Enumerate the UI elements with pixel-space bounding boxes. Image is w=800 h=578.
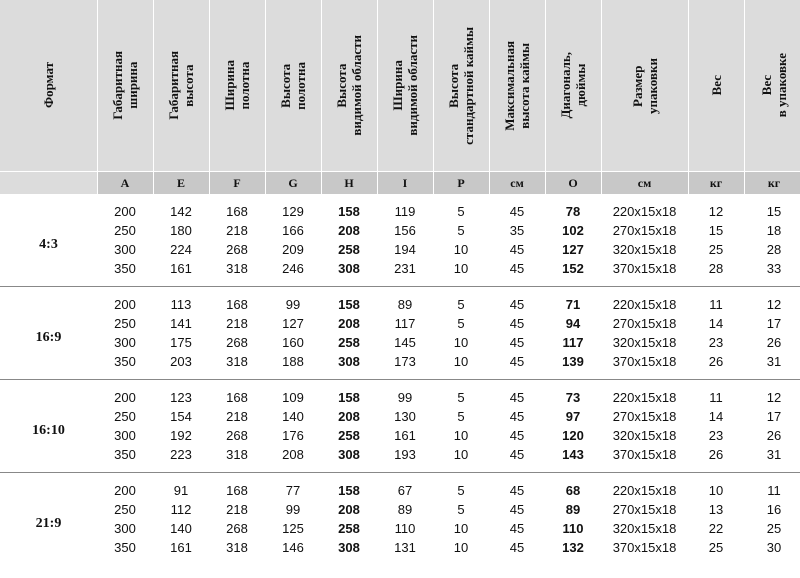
table-cell: 220x15x18	[601, 473, 688, 501]
table-cell: 99	[265, 287, 321, 315]
column-header	[321, 0, 377, 172]
table-cell: 152	[562, 261, 584, 276]
format-label: 21:9	[0, 473, 97, 566]
table-cell: 146	[282, 540, 304, 555]
table-cell: 158	[321, 380, 377, 408]
table-cell: 218	[226, 223, 248, 238]
column-header-label: Габаритная ширина	[110, 51, 140, 120]
table-cell: 258	[338, 335, 360, 350]
table-cell: 127	[282, 316, 304, 331]
table-cell: 15	[766, 204, 782, 219]
table-cell: 14	[708, 316, 724, 331]
table-cell: 158	[338, 204, 360, 219]
column-header-label: Габаритная высота	[166, 51, 196, 120]
format-label: 16:9	[0, 287, 97, 380]
table-cell: 5	[457, 502, 465, 517]
table-cell: 300	[114, 521, 136, 536]
table-row	[0, 473, 800, 501]
table-cell: 208	[338, 409, 360, 424]
column-header	[377, 0, 433, 172]
table-cell: 370x15x18	[612, 354, 677, 369]
table-row	[0, 221, 800, 240]
table-cell: 220x15x18	[601, 380, 688, 408]
table-cell: 140	[282, 409, 304, 424]
format-group	[0, 194, 800, 287]
table-cell: 45	[509, 540, 525, 555]
table-row	[0, 538, 800, 565]
table-cell: 89	[565, 502, 581, 517]
column-header	[0, 0, 97, 172]
table-cell: 45	[509, 502, 525, 517]
table-cell: 110	[562, 521, 584, 536]
table-row	[0, 380, 800, 408]
column-code: F	[209, 172, 265, 195]
table-cell: 246	[282, 261, 304, 276]
table-cell: 15	[708, 223, 724, 238]
table-row	[0, 519, 800, 538]
column-header-label: Ширина полотна	[222, 60, 252, 111]
table-cell: 10	[688, 473, 744, 501]
table-cell: 320x15x18	[612, 242, 677, 257]
table-cell: 270x15x18	[612, 223, 677, 238]
table-cell: 10	[453, 335, 469, 350]
table-cell: 45	[509, 428, 525, 443]
table-cell: 350	[114, 540, 136, 555]
table-cell: 23	[708, 428, 724, 443]
table-row	[0, 352, 800, 380]
table-row	[0, 240, 800, 259]
column-code: см	[489, 172, 545, 195]
format-group	[0, 287, 800, 380]
column-code: кг	[744, 172, 800, 195]
table-cell: 45	[509, 242, 525, 257]
table-row	[0, 445, 800, 473]
table-cell: 45	[509, 409, 525, 424]
table-cell: 300	[114, 335, 136, 350]
table-cell: 45	[489, 287, 545, 315]
table-cell: 168	[209, 473, 265, 501]
column-header	[433, 0, 489, 172]
table-cell: 12	[744, 380, 800, 408]
table-cell: 370x15x18	[612, 447, 677, 462]
table-cell: 22	[708, 521, 724, 536]
table-cell: 200	[97, 380, 153, 408]
column-header	[545, 0, 601, 172]
column-header-label: Высота стандартной каймы	[446, 26, 476, 145]
table-cell: 35	[509, 223, 525, 238]
table-row	[0, 500, 800, 519]
table-cell: 200	[114, 204, 136, 219]
table-cell: 89	[377, 287, 433, 315]
table-cell: 208	[338, 316, 360, 331]
table-cell: 23	[708, 335, 724, 350]
table-cell: 5	[457, 409, 465, 424]
table-cell: 71	[545, 287, 601, 315]
table-cell: 208	[282, 447, 304, 462]
table-cell: 131	[394, 540, 416, 555]
table-cell: 11	[688, 380, 744, 408]
table-cell: 77	[265, 473, 321, 501]
table-cell: 110	[394, 521, 416, 536]
table-cell: 45	[509, 316, 525, 331]
table-cell: 139	[562, 354, 584, 369]
table-row	[0, 287, 800, 315]
table-cell: 320x15x18	[612, 428, 677, 443]
table-cell: 10	[453, 242, 469, 257]
table-cell: 370x15x18	[612, 540, 677, 555]
table-cell: 10	[453, 447, 469, 462]
table-cell: 127	[562, 242, 584, 257]
column-header-label: Формат	[40, 62, 56, 109]
table-cell: 320x15x18	[612, 335, 677, 350]
table-cell: 91	[153, 473, 209, 501]
table-row	[0, 333, 800, 352]
table-cell: 26	[766, 335, 782, 350]
table-cell: 31	[766, 447, 782, 462]
table-cell: 97	[565, 409, 581, 424]
column-code: G	[265, 172, 321, 195]
table-cell: 300	[114, 242, 136, 257]
table-cell: 132	[562, 540, 584, 555]
column-header	[688, 0, 744, 172]
table-cell: 173	[394, 354, 416, 369]
table-cell: 25	[766, 521, 782, 536]
column-code: см	[601, 172, 688, 195]
table-cell: 31	[766, 354, 782, 369]
table-cell: 28	[766, 242, 782, 257]
table-cell: 142	[170, 204, 192, 219]
column-code: H	[321, 172, 377, 195]
table-cell: 161	[394, 428, 416, 443]
column-code	[0, 172, 97, 195]
table-cell: 154	[170, 409, 192, 424]
table-cell: 200	[97, 287, 153, 315]
column-header-label: Высота полотна	[278, 61, 308, 110]
column-code: A	[97, 172, 153, 195]
table-cell: 180	[170, 223, 192, 238]
table-cell: 168	[209, 287, 265, 315]
table-cell: 168	[226, 204, 248, 219]
column-header-label: Высота видимой области	[334, 35, 364, 136]
table-cell: 168	[209, 380, 265, 408]
table-cell: 308	[338, 447, 360, 462]
table-cell: 370x15x18	[612, 261, 677, 276]
table-cell: 45	[509, 354, 525, 369]
table-cell: 26	[766, 428, 782, 443]
table-cell: 268	[226, 335, 248, 350]
table-cell: 5	[457, 204, 465, 219]
table-cell: 78	[565, 204, 581, 219]
column-header	[744, 0, 800, 172]
column-header-label: Вес	[708, 75, 724, 96]
table-cell: 10	[453, 428, 469, 443]
table-cell: 12	[744, 287, 800, 315]
table-cell: 25	[708, 540, 724, 555]
table-cell: 143	[562, 447, 584, 462]
table-cell: 208	[338, 502, 360, 517]
table-cell: 270x15x18	[612, 409, 677, 424]
table-cell: 192	[170, 428, 192, 443]
table-cell: 14	[708, 409, 724, 424]
column-code: P	[433, 172, 489, 195]
column-header	[265, 0, 321, 172]
table-cell: 318	[226, 540, 248, 555]
column-code: O	[545, 172, 601, 195]
table-cell: 5	[457, 223, 465, 238]
table-cell: 109	[265, 380, 321, 408]
table-cell: 117	[562, 335, 584, 350]
table-cell: 68	[545, 473, 601, 501]
column-header-label: Размер упаковки	[629, 57, 660, 114]
column-header	[153, 0, 209, 172]
table-cell: 218	[226, 316, 248, 331]
table-cell: 318	[226, 447, 248, 462]
format-label: 4:3	[39, 236, 58, 252]
table-cell: 12	[708, 204, 724, 219]
table-cell: 26	[708, 354, 724, 369]
table-cell: 208	[338, 223, 360, 238]
format-group	[0, 380, 800, 473]
table-cell: 130	[394, 409, 416, 424]
table-cell: 220x15x18	[612, 204, 677, 219]
table-cell: 5	[457, 316, 465, 331]
table-cell: 5	[433, 287, 489, 315]
column-header-label: Вес в упаковке	[759, 53, 789, 118]
table-cell: 45	[489, 473, 545, 501]
table-cell: 99	[377, 380, 433, 408]
column-code: I	[377, 172, 433, 195]
table-cell: 73	[545, 380, 601, 408]
column-code: E	[153, 172, 209, 195]
table-cell: 129	[282, 204, 304, 219]
table-cell: 268	[226, 428, 248, 443]
table-cell: 18	[766, 223, 782, 238]
table-cell: 102	[562, 223, 584, 238]
table-cell: 89	[397, 502, 413, 517]
table-cell: 270x15x18	[612, 502, 677, 517]
table-cell: 193	[394, 447, 416, 462]
column-code: кг	[688, 172, 744, 195]
table-cell: 45	[509, 335, 525, 350]
column-header	[97, 0, 153, 172]
table-cell: 308	[338, 354, 360, 369]
table-cell: 223	[170, 447, 192, 462]
table-cell: 218	[226, 409, 248, 424]
table-cell: 140	[170, 521, 192, 536]
column-header-label: Максимальная высота каймы	[502, 40, 532, 131]
table-cell: 161	[170, 540, 192, 555]
table-row	[0, 314, 800, 333]
table-cell: 17	[766, 316, 782, 331]
table-row	[0, 194, 800, 221]
table-cell: 45	[509, 204, 525, 219]
table-cell: 26	[708, 447, 724, 462]
table-cell: 268	[226, 242, 248, 257]
table-cell: 17	[766, 409, 782, 424]
table-cell: 145	[394, 335, 416, 350]
table-row	[0, 259, 800, 287]
table-cell: 156	[394, 223, 416, 238]
table-cell: 209	[282, 242, 304, 257]
table-cell: 350	[114, 447, 136, 462]
table-cell: 308	[338, 261, 360, 276]
table-cell: 158	[321, 473, 377, 501]
table-row	[0, 407, 800, 426]
table-cell: 161	[170, 261, 192, 276]
table-cell: 350	[114, 354, 136, 369]
table-cell: 5	[433, 380, 489, 408]
table-cell: 16	[766, 502, 782, 517]
table-cell: 318	[226, 354, 248, 369]
column-header	[209, 0, 265, 172]
table-cell: 112	[170, 502, 192, 517]
table-cell: 25	[708, 242, 724, 257]
column-header-label: Ширина видимой области	[390, 35, 420, 136]
table-cell: 350	[114, 261, 136, 276]
table-cell: 10	[453, 540, 469, 555]
table-cell: 10	[453, 521, 469, 536]
table-cell: 250	[114, 316, 136, 331]
table-cell: 11	[744, 473, 800, 501]
table-cell: 250	[114, 502, 136, 517]
table-cell: 318	[226, 261, 248, 276]
table-cell: 258	[338, 521, 360, 536]
format-group	[0, 473, 800, 566]
table-cell: 231	[394, 261, 416, 276]
table-cell: 160	[282, 335, 304, 350]
column-header-label: Диагональ, дюймы	[558, 52, 588, 119]
column-header	[601, 0, 688, 172]
column-header	[489, 0, 545, 172]
table-cell: 300	[114, 428, 136, 443]
table-cell: 113	[153, 287, 209, 315]
table-cell: 33	[766, 261, 782, 276]
table-cell: 258	[338, 242, 360, 257]
table-cell: 194	[394, 242, 416, 257]
table-cell: 250	[114, 223, 136, 238]
table-cell: 200	[97, 473, 153, 501]
table-cell: 28	[708, 261, 724, 276]
code-row	[0, 172, 800, 195]
table-cell: 119	[394, 204, 416, 219]
table-cell: 175	[170, 335, 192, 350]
table-cell: 94	[565, 316, 581, 331]
table-cell: 308	[338, 540, 360, 555]
table-cell: 120	[562, 428, 584, 443]
table-cell: 320x15x18	[612, 521, 677, 536]
table-cell: 268	[226, 521, 248, 536]
table-cell: 5	[433, 473, 489, 501]
format-label: 16:10	[0, 380, 97, 473]
header-row	[0, 0, 800, 172]
table-cell: 224	[170, 242, 192, 257]
table-cell: 203	[170, 354, 192, 369]
table-cell: 176	[282, 428, 304, 443]
table-cell: 10	[453, 354, 469, 369]
table-cell: 45	[509, 447, 525, 462]
table-cell: 45	[509, 261, 525, 276]
table-cell: 158	[321, 287, 377, 315]
table-cell: 166	[282, 223, 304, 238]
table-cell: 258	[338, 428, 360, 443]
table-cell: 10	[453, 261, 469, 276]
table-cell: 11	[688, 287, 744, 315]
table-cell: 125	[282, 521, 304, 536]
table-row	[0, 426, 800, 445]
table-cell: 141	[170, 316, 192, 331]
table-cell: 30	[766, 540, 782, 555]
table-cell: 123	[153, 380, 209, 408]
table-cell: 188	[282, 354, 304, 369]
table-cell: 117	[394, 316, 416, 331]
table-cell: 220x15x18	[601, 287, 688, 315]
table-cell: 218	[226, 502, 248, 517]
table-cell: 45	[489, 380, 545, 408]
table-cell: 99	[285, 502, 301, 517]
table-cell: 250	[114, 409, 136, 424]
table-cell: 13	[708, 502, 724, 517]
table-cell: 45	[509, 521, 525, 536]
table-cell: 270x15x18	[612, 316, 677, 331]
table-cell: 67	[377, 473, 433, 501]
